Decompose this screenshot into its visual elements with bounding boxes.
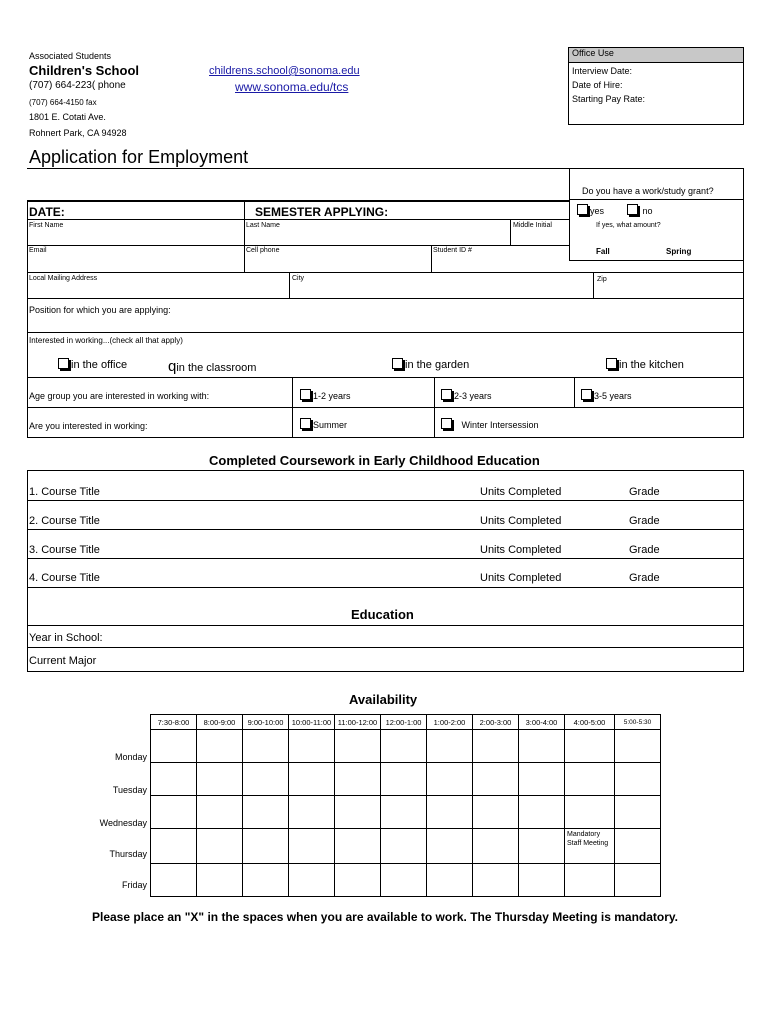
availability-cell[interactable] [335, 763, 381, 796]
spring-label: Spring [666, 247, 692, 256]
age-group-label: Age group you are interested in working with: [29, 391, 210, 401]
availability-cell[interactable] [243, 796, 289, 829]
course-title-3[interactable]: 3. Course Title [29, 544, 100, 556]
availability-cell[interactable] [473, 864, 519, 897]
availability-cell[interactable] [381, 763, 427, 796]
day-label: Tuesday [112, 785, 147, 795]
time-slot-header: 2:00-3:00 [473, 715, 519, 730]
availability-cell[interactable] [427, 730, 473, 763]
availability-cell[interactable] [289, 829, 335, 864]
availability-cell[interactable] [615, 763, 661, 796]
grant-amount-label: If yes, what amount? [596, 222, 661, 229]
grade-4[interactable]: Grade [629, 572, 660, 584]
fall-label: Fall [596, 247, 610, 256]
time-slot-header: 12:00-1:00 [381, 715, 427, 730]
availability-cell[interactable] [565, 730, 615, 763]
availability-cell[interactable] [615, 829, 661, 864]
availability-cell[interactable] [473, 730, 519, 763]
pay-rate-label: Starting Pay Rate: [572, 94, 646, 104]
availability-cell[interactable] [151, 796, 197, 829]
availability-title: Availability [349, 692, 418, 707]
interview-date-label: Interview Date: [572, 66, 633, 76]
availability-cell[interactable] [615, 796, 661, 829]
course-title-2[interactable]: 2. Course Title [29, 515, 100, 527]
time-header-row [151, 715, 661, 730]
street-address: 1801 E. Cotati Ave. [29, 112, 106, 122]
availability-cell[interactable] [519, 864, 565, 897]
availability-cell[interactable] [197, 730, 243, 763]
course-title-4[interactable]: 4. Course Title [29, 572, 100, 584]
availability-cell[interactable] [381, 796, 427, 829]
availability-cell[interactable] [243, 829, 289, 864]
availability-cell[interactable] [197, 864, 243, 897]
availability-cell[interactable] [519, 730, 565, 763]
student-id-field[interactable]: Student ID # [433, 247, 472, 254]
availability-cell[interactable] [289, 763, 335, 796]
units-completed-2[interactable]: Units Completed [480, 515, 562, 527]
checkbox-icon[interactable] [441, 418, 452, 429]
course-title-1[interactable]: 1. Course Title [29, 486, 100, 498]
availability-cell[interactable] [519, 796, 565, 829]
availability-cell[interactable] [151, 864, 197, 897]
checkbox-icon[interactable] [577, 204, 588, 215]
fax-number: (707) 664-4150 fax [29, 98, 97, 107]
grade-2[interactable]: Grade [629, 515, 660, 527]
availability-cell[interactable] [335, 829, 381, 864]
city-address: Rohnert Park, CA 94928 [29, 128, 127, 138]
availability-cell[interactable] [197, 763, 243, 796]
thursday-row [151, 829, 661, 864]
term-label: Are you interested in working: [29, 421, 148, 431]
day-label: Thursday [109, 849, 147, 859]
availability-grid [150, 714, 661, 897]
education-title: Education [351, 607, 414, 622]
interested-label: Interested in working...(check all that apply) [29, 336, 183, 345]
availability-cell[interactable] [381, 864, 427, 897]
checkbox-icon[interactable] [627, 204, 638, 215]
availability-cell[interactable] [615, 730, 661, 763]
classroom-option[interactable]: qin the classroom [168, 358, 257, 375]
position-field[interactable]: Position for which you are applying: [29, 305, 171, 315]
availability-cell[interactable] [427, 796, 473, 829]
availability-cell[interactable] [519, 763, 565, 796]
office-option[interactable]: in the office [58, 358, 127, 371]
org-name: Associated Students [29, 51, 112, 61]
availability-cell[interactable] [335, 864, 381, 897]
availability-cell[interactable] [289, 864, 335, 897]
coursework-title: Completed Coursework in Early Childhood Education [209, 453, 540, 468]
page-title: Application for Employment [29, 147, 249, 167]
monday-row [151, 730, 661, 763]
availability-cell[interactable] [243, 864, 289, 897]
winter-option[interactable]: Winter Intersession [441, 418, 539, 430]
grant-question-box [569, 168, 744, 200]
availability-footer: Please place an "X" in the spaces when you are available to work. The Thursday Meeting is mandatory. [92, 910, 679, 924]
checkbox-icon[interactable] [300, 389, 311, 400]
middle-initial-field[interactable]: Middle Initial [513, 222, 552, 229]
first-name-field[interactable]: First Name [29, 222, 64, 229]
checkbox-icon[interactable] [581, 389, 592, 400]
day-label: Friday [121, 880, 147, 890]
availability-cell[interactable] [427, 829, 473, 864]
availability-cell[interactable] [289, 796, 335, 829]
age-1-2-option[interactable]: 1-2 years [300, 389, 351, 401]
availability-cell[interactable] [289, 730, 335, 763]
friday-row [151, 864, 661, 897]
age-3-5-option[interactable]: 3-5 years [581, 389, 632, 401]
availability-cell[interactable] [335, 796, 381, 829]
availability-cell[interactable] [427, 763, 473, 796]
zip-field[interactable]: Zip [597, 276, 607, 283]
time-slot-header: 5:00-5:30 [615, 715, 661, 730]
kitchen-option[interactable]: in the kitchen [606, 358, 684, 371]
tuesday-row [151, 763, 661, 796]
checkbox-icon[interactable] [58, 358, 69, 369]
units-completed-1[interactable]: Units Completed [480, 486, 562, 498]
day-label: Monday [114, 752, 147, 762]
email-field[interactable]: Email [29, 247, 47, 254]
time-slot-header: 7:30-8:00 [151, 715, 197, 730]
availability-cell[interactable] [473, 796, 519, 829]
availability-cell[interactable] [197, 796, 243, 829]
hire-date-label: Date of Hire: [572, 80, 623, 90]
mailing-address-field[interactable]: Local Mailing Address [29, 275, 98, 282]
day-label: Wednesday [99, 818, 147, 828]
availability-cell[interactable] [243, 730, 289, 763]
units-completed-4[interactable]: Units Completed [480, 572, 562, 584]
last-name-field[interactable]: Last Name [246, 222, 280, 229]
current-major-field[interactable]: Current Major [29, 655, 97, 667]
availability-cell[interactable] [197, 829, 243, 864]
availability-cell[interactable] [519, 829, 565, 864]
availability-cell[interactable] [151, 829, 197, 864]
availability-cell[interactable] [473, 829, 519, 864]
availability-cell[interactable] [615, 864, 661, 897]
time-slot-header: 3:00-4:00 [519, 715, 565, 730]
availability-cell[interactable] [381, 730, 427, 763]
availability-cell[interactable] [381, 829, 427, 864]
grant-question: Do you have a work/study grant? [582, 186, 714, 196]
time-slot-header: 11:00-12:00 [335, 715, 381, 730]
checkbox-icon[interactable] [606, 358, 617, 369]
availability-cell[interactable] [565, 864, 615, 897]
availability-cell[interactable] [151, 763, 197, 796]
city-field[interactable]: City [292, 275, 305, 282]
office-use-box [568, 47, 744, 125]
checkbox-icon[interactable] [300, 418, 311, 429]
time-slot-header: 4:00-5:00 [565, 715, 615, 730]
semester-label: SEMESTER APPLYING: [255, 205, 389, 219]
time-slot-header: 10:00-11:00 [289, 715, 335, 730]
checkbox-icon[interactable] [392, 358, 403, 369]
school-name: Children's School [29, 63, 139, 78]
wednesday-row [151, 796, 661, 829]
phone-number: (707) 664-223( phone [29, 80, 126, 91]
availability-cell[interactable] [151, 730, 197, 763]
availability-cell[interactable] [473, 763, 519, 796]
grade-1[interactable]: Grade [629, 486, 660, 498]
garden-option[interactable]: in the garden [392, 358, 469, 371]
date-label: DATE: [29, 205, 65, 219]
summer-option[interactable]: Summer [300, 418, 347, 430]
classroom-glyph: q [168, 358, 177, 375]
checkbox-icon[interactable] [441, 389, 452, 400]
cell-phone-field[interactable]: Cell phone [246, 247, 280, 254]
staff-meeting-cell: Mandatory Staff Meeting [565, 829, 615, 864]
time-slot-header: 9:00-10:00 [243, 715, 289, 730]
grant-yes-option[interactable]: yes [577, 204, 604, 216]
units-completed-3[interactable]: Units Completed [480, 544, 562, 556]
availability-cell[interactable] [243, 763, 289, 796]
grade-3[interactable]: Grade [629, 544, 660, 556]
time-slot-header: 8:00-9:00 [197, 715, 243, 730]
website-link[interactable]: www.sonoma.edu/tcs [235, 80, 349, 94]
availability-cell[interactable] [565, 763, 615, 796]
availability-cell[interactable] [335, 730, 381, 763]
time-slot-header: 1:00-2:00 [427, 715, 473, 730]
age-2-3-option[interactable]: 2-3 years [441, 389, 492, 401]
grant-no-option[interactable]: no [627, 204, 653, 216]
availability-cell[interactable] [565, 796, 615, 829]
year-in-school-field[interactable]: Year in School: [29, 632, 103, 644]
office-use-title: Office Use [569, 48, 743, 63]
email-link[interactable]: childrens.school@sonoma.edu [209, 65, 360, 77]
availability-cell[interactable] [427, 864, 473, 897]
